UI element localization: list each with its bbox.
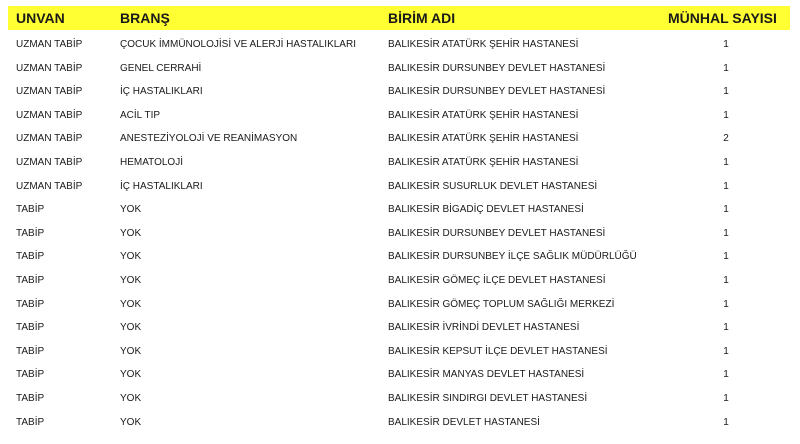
table-row [8, 104, 790, 128]
cell-munhal-sayisi: 1 [723, 62, 729, 74]
cell-munhal-sayisi: 1 [723, 416, 729, 428]
cell-unvan: UZMAN TABİP [16, 86, 83, 98]
table-row [8, 151, 790, 175]
table-row [8, 127, 790, 151]
table-body [8, 33, 790, 434]
table-row [8, 33, 790, 57]
cell-brans: YOK [120, 227, 142, 239]
table-row [8, 198, 790, 222]
cell-birim: BALIKESİR DURSUNBEY DEVLET HASTANESİ [388, 62, 606, 74]
table-row [8, 269, 790, 293]
cell-birim: BALIKESİR ATATÜRK ŞEHİR HASTANESİ [388, 133, 579, 145]
cell-munhal-sayisi: 1 [723, 345, 729, 357]
cell-unvan: UZMAN TABİP [16, 39, 83, 50]
header-brans: BRANŞ [120, 10, 170, 26]
table-row [8, 316, 790, 340]
cell-brans: ACİL TIP [120, 109, 161, 121]
cell-birim: BALIKESİR MANYAS DEVLET HASTANESİ [388, 369, 585, 381]
cell-brans: YOK [120, 345, 142, 357]
cell-unvan: TABİP [16, 322, 45, 334]
cell-unvan: TABİP [16, 251, 45, 263]
cell-munhal-sayisi: 1 [723, 227, 729, 239]
cell-birim: BALIKESİR DURSUNBEY DEVLET HASTANESİ [388, 86, 606, 98]
cell-unvan: UZMAN TABİP [16, 156, 83, 168]
cell-birim: BALIKESİR SUSURLUK DEVLET HASTANESİ [388, 180, 598, 192]
cell-brans: GENEL CERRAHİ [120, 62, 202, 74]
table-row [8, 80, 790, 104]
cell-brans: YOK [120, 322, 142, 334]
cell-unvan: TABİP [16, 298, 45, 310]
table-row [8, 245, 790, 269]
cell-unvan: TABİP [16, 392, 45, 404]
cell-birim: BALIKESİR DURSUNBEY DEVLET HASTANESİ [388, 227, 606, 239]
table-row [8, 411, 790, 435]
cell-munhal-sayisi: 1 [723, 369, 729, 381]
cell-birim: BALIKESİR DEVLET HASTANESİ [388, 416, 540, 428]
cell-unvan: TABİP [16, 369, 45, 381]
cell-munhal-sayisi: 1 [723, 86, 729, 98]
cell-unvan: TABİP [16, 416, 45, 428]
cell-munhal-sayisi: 1 [723, 180, 729, 192]
cell-unvan: UZMAN TABİP [16, 62, 83, 74]
cell-brans: ÇOCUK İMMÜNOLOJİSİ VE ALERJİ HASTALIKLARI [120, 39, 356, 50]
cell-brans: ANESTEZİYOLOJİ VE REANİMASYON [120, 133, 298, 145]
cell-unvan: TABİP [16, 204, 45, 216]
cell-birim: BALIKESİR BİGADİÇ DEVLET HASTANESİ [388, 204, 584, 216]
table-row [8, 175, 790, 199]
cell-unvan: TABİP [16, 227, 45, 239]
header-munhal: MÜNHAL SAYISI [668, 10, 777, 26]
cell-munhal-sayisi: 1 [723, 204, 729, 216]
cell-unvan: UZMAN TABİP [16, 133, 83, 145]
table-row [8, 340, 790, 364]
cell-munhal-sayisi: 1 [723, 274, 729, 286]
cell-munhal-sayisi: 1 [723, 322, 729, 334]
cell-birim: BALIKESİR GÖMEÇ İLÇE DEVLET HASTANESİ [388, 274, 606, 286]
table-row [8, 293, 790, 317]
cell-brans: YOK [120, 274, 142, 286]
cell-brans: YOK [120, 251, 142, 263]
cell-birim: BALIKESİR ATATÜRK ŞEHİR HASTANESİ [388, 109, 579, 121]
cell-munhal-sayisi: 1 [723, 392, 729, 404]
cell-munhal-sayisi: 1 [723, 109, 729, 121]
cell-munhal-sayisi: 1 [723, 251, 729, 263]
cell-brans: İÇ HASTALIKLARI [120, 180, 203, 192]
cell-birim: BALIKESİR KEPSUT İLÇE DEVLET HASTANESİ [388, 345, 608, 357]
cell-unvan: UZMAN TABİP [16, 109, 83, 121]
cell-brans: YOK [120, 204, 142, 216]
cell-munhal-sayisi: 1 [723, 298, 729, 310]
cell-brans: YOK [120, 298, 142, 310]
cell-munhal-sayisi: 1 [723, 156, 729, 168]
cell-birim: BALIKESİR ATATÜRK ŞEHİR HASTANESİ [388, 39, 579, 50]
cell-brans: YOK [120, 392, 142, 404]
cell-munhal-sayisi: 2 [723, 133, 729, 145]
cell-munhal-sayisi: 1 [723, 39, 729, 50]
cell-birim: BALIKESİR SINDIRGI DEVLET HASTANESİ [388, 392, 588, 404]
table-header [8, 6, 790, 30]
table-row [8, 222, 790, 246]
cell-unvan: UZMAN TABİP [16, 180, 83, 192]
cell-birim: BALIKESİR ATATÜRK ŞEHİR HASTANESİ [388, 156, 579, 168]
cell-birim: BALIKESİR DURSUNBEY İLÇE SAĞLIK MÜDÜRLÜĞÜ [388, 251, 637, 263]
header-birim: BİRİM ADI [388, 10, 456, 26]
cell-unvan: TABİP [16, 345, 45, 357]
cell-brans: HEMATOLOJİ [120, 156, 183, 168]
cell-birim: BALIKESİR İVRİNDİ DEVLET HASTANESİ [388, 322, 580, 334]
cell-unvan: TABİP [16, 274, 45, 286]
cell-brans: İÇ HASTALIKLARI [120, 86, 203, 98]
table-row [8, 363, 790, 387]
table-row [8, 387, 790, 411]
cell-brans: YOK [120, 416, 142, 428]
cell-birim: BALIKESİR GÖMEÇ TOPLUM SAĞLIĞI MERKEZİ [388, 298, 615, 310]
cell-brans: YOK [120, 369, 142, 381]
table-row [8, 57, 790, 81]
header-unvan: UNVAN [16, 10, 65, 26]
